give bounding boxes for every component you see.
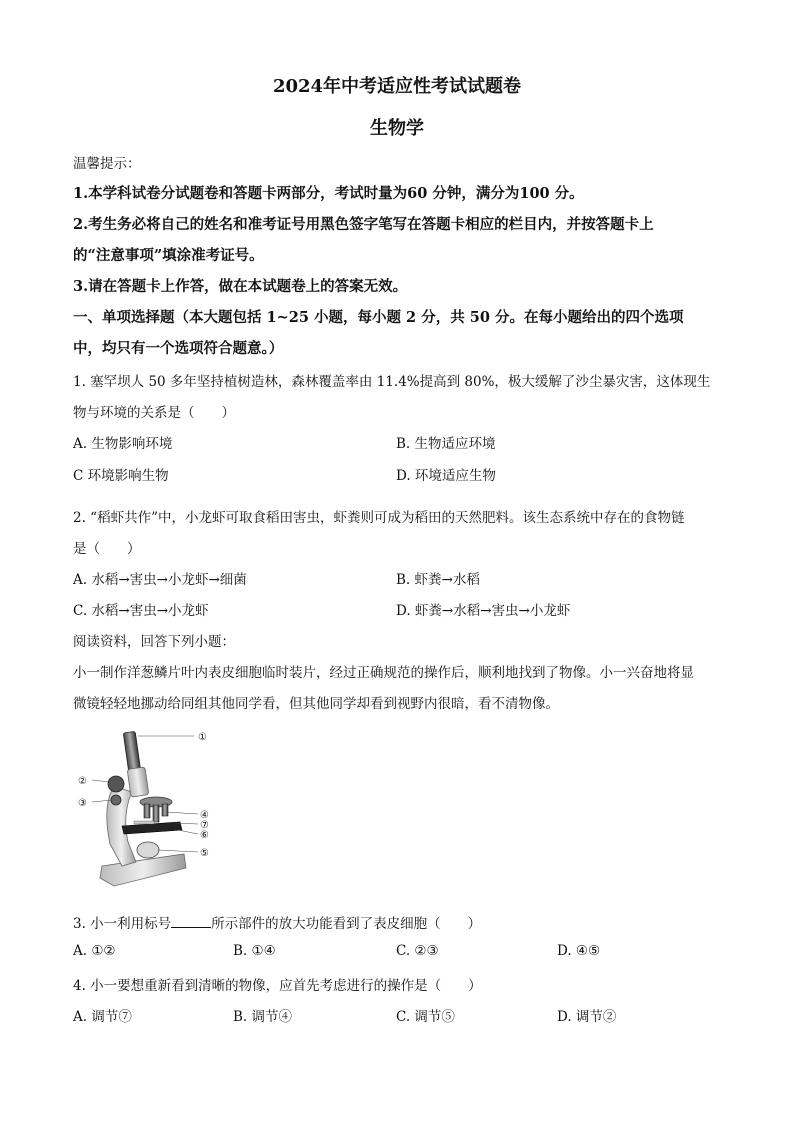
objective-lens-2 <box>153 805 159 822</box>
answer-blank[interactable] <box>171 915 211 928</box>
question-1-stem-line-1: 1. 塞罕坝人 50 多年坚持植树造林，森林覆盖率由 11.4%提高到 80%，极大缓解了沙尘暴灾害，这体现生 <box>73 374 711 390</box>
section-heading-line-2: 中，均只有一个选项符合题意。） <box>73 340 284 357</box>
question-1-option-b[interactable]: B. 生物适应环境 <box>396 436 496 452</box>
question-4-option-b[interactable]: B. 调节④ <box>233 1009 293 1025</box>
microscope-diagram <box>74 726 224 891</box>
eyepiece <box>123 731 140 772</box>
question-3-stem <box>73 912 481 932</box>
reading-text-line-1: 小一制作洋葱鳞片叶内表皮细胞临时装片，经过正确规范的操作后，顺利地找到了物像。小一兴奋地将显 <box>73 665 694 681</box>
figure-label-1: ① <box>198 732 207 743</box>
question-2-option-d[interactable]: D. 虾粪→水稻→害虫→小龙虾 <box>396 603 571 619</box>
figure-label-7: ⑦ <box>200 820 209 831</box>
figure-label-4: ④ <box>200 810 209 821</box>
question-3-option-c[interactable]: C. ②③ <box>396 943 439 959</box>
reading-text-line-2: 微镜轻轻地挪动给同组其他同学看，但其他同学却看到视野内很暗，看不清物像。 <box>73 696 559 712</box>
notice-item-2-line-1: 2.考生务必将自己的姓名和准考证号用黑色签字笔写在答题卡相应的栏目内，并按答题卡上 <box>73 216 654 233</box>
figure-label-2: ② <box>78 776 87 787</box>
question-1-option-c[interactable]: C 环境影响生物 <box>73 468 169 484</box>
reading-intro: 阅读资料，回答下列小题： <box>73 634 235 650</box>
question-3-stem-start: 3. 小一利用标号 <box>73 916 172 932</box>
question-2-option-b[interactable]: B. 虾粪→水稻 <box>396 572 480 588</box>
figure-label-5: ⑤ <box>200 848 209 859</box>
question-4-option-d[interactable]: D. 调节② <box>557 1009 617 1025</box>
microscope-figure <box>74 726 224 891</box>
notice-item-1: 1.本学科试卷分试题卷和答题卡两部分，考试时量为60 分钟，满分为100 分。 <box>73 185 584 202</box>
coarse-focus-knob <box>108 776 124 792</box>
question-3-option-a[interactable]: A. ①② <box>73 943 116 959</box>
question-2-option-c[interactable]: C. 水稻→害虫→小龙虾 <box>73 603 209 619</box>
question-2-stem-line-2: 是（ ） <box>73 541 141 557</box>
mirror <box>137 842 159 858</box>
question-1-option-d[interactable]: D. 环境适应生物 <box>396 468 496 484</box>
question-3-stem-end: 所示部件的放大功能看到了表皮细胞（ ） <box>211 916 482 932</box>
question-4-option-a[interactable]: A. 调节⑦ <box>73 1009 132 1025</box>
question-4-stem: 4. 小一要想重新看到清晰的物像，应首先考虑进行的操作是（ ） <box>73 978 482 994</box>
question-3-option-d[interactable]: D. ④⑤ <box>557 943 601 959</box>
lens-barrel <box>127 767 149 797</box>
fine-focus-knob <box>111 795 121 805</box>
figure-label-6: ⑥ <box>200 830 209 841</box>
question-3-option-b[interactable]: B. ①④ <box>233 943 276 959</box>
section-heading-line-1: 一、单项选择题（本大题包括 1~25 小题，每小题 2 分，共 50 分。在每小题给出的四个选项 <box>73 309 684 326</box>
microscope-base <box>100 854 186 886</box>
question-1-stem-line-2: 物与环境的关系是（ ） <box>73 405 235 421</box>
question-2-option-a[interactable]: A. 水稻→害虫→小龙虾→细菌 <box>73 572 247 588</box>
question-1-option-a[interactable]: A. 生物影响环境 <box>73 436 173 452</box>
notice-item-2-line-2: 的“注意事项”填涂准考证号。 <box>73 247 264 264</box>
exam-title: 2024年中考适应性考试试题卷 <box>272 76 522 97</box>
subject-title: 生物学 <box>370 118 424 139</box>
objective-lens-1 <box>144 804 150 818</box>
question-2-stem-line-1: 2. “稻虾共作”中，小龙虾可取食稻田害虫，虾粪则可成为稻田的天然肥料。该生态系统中存在的食物链 <box>73 510 685 526</box>
stage-clip <box>134 821 154 824</box>
notice-item-3: 3.请在答题卡上作答，做在本试题卷上的答案无效。 <box>73 278 408 295</box>
question-4-option-c[interactable]: C. 调节⑤ <box>396 1009 455 1025</box>
figure-label-3: ③ <box>78 798 87 809</box>
notice-heading: 温馨提示： <box>73 156 141 172</box>
objective-lens-3 <box>162 804 168 816</box>
